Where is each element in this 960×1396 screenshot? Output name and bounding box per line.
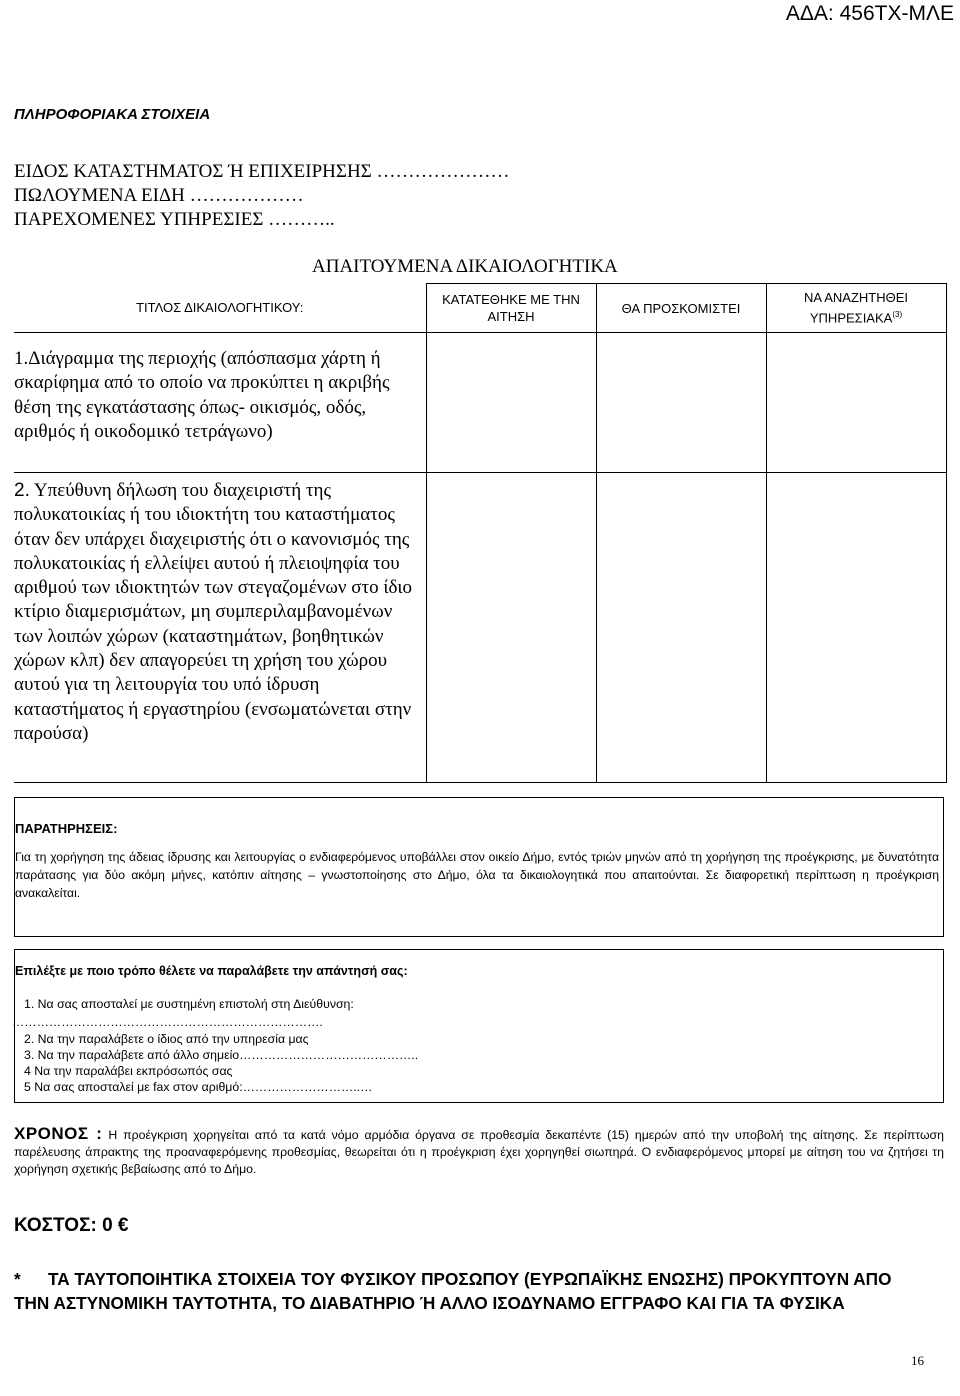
services-label: ΠΑΡΕΧΟΜΕΝΕΣ ΥΠΗΡΕΣΙΕΣ ………. [14, 209, 330, 230]
will-bring-cell[interactable] [596, 473, 766, 783]
option-pickup-self[interactable]: 2. Να την παραλάβετε ο ίδιος από την υπηρεσία μας [24, 1032, 309, 1046]
notes-text: Για τη χορήγηση της άδειας ίδρυσης και λειτουργίας ο ενδιαφερόμενος υποβάλλει στον οικείο Δήμο, εντός τριών μηνών από τη χορήγηση της προέγκρισης, με δυνατότητα παράτασης για δύο ακόμη μήνες, κατόπιν αίτησης – γνωστοποίησης στο Δήμο, όλα τα δικαιολογητικά που απαιτούνται. Σε διαφορετική περίπτωση η προέγκριση ανακαλείται. [15, 850, 939, 900]
time-label: ΧΡΟΝΟΣ : [14, 1124, 103, 1143]
delivery-options-box [14, 949, 944, 1103]
time-section [14, 1125, 944, 1178]
notes-box [14, 797, 944, 937]
footnote-line-1 [14, 1267, 944, 1291]
col-service-superscript: (3) [892, 310, 903, 320]
documents-table [14, 283, 947, 783]
table-row [14, 333, 946, 473]
required-documents-title: ΑΠΑΙΤΟΥΜΕΝΑ ΔΙΚΑΙΟΛΟΓΗΤΙΚΑ [312, 256, 618, 277]
option-fax[interactable]: 5 Να σας αποσταλεί με fax στον αριθμό:………………………..… [24, 1080, 373, 1094]
document-ada-code: ΑΔΑ: 456ΤΧ-ΜΛΕ [785, 2, 954, 25]
service-cell[interactable] [766, 333, 946, 473]
col-submitted-header: ΚΑΤΑΤΕΘΗΚΕ ΜΕ ΤΗΝ ΑΙΤΗΣΗ [426, 284, 596, 333]
col-title-header: ΤΙΤΛΟΣ ΔΙΚΑΙΟΛΟΓΗΤΙΚΟΥ: [14, 284, 426, 333]
doc-2-number: 2. [14, 480, 30, 501]
will-bring-cell[interactable] [596, 333, 766, 473]
doc-title-cell [14, 473, 426, 783]
option-pickup-other[interactable]: 3. Να την παραλάβετε από άλλο σημείο…………………………………….. [24, 1048, 419, 1062]
doc-2-title [14, 473, 426, 750]
col-will-bring-header: ΘΑ ΠΡΟΣΚΟΜΙΣΤΕΙ [596, 284, 766, 333]
option-address-dots[interactable]: …………………………………………………………………. [12, 1015, 323, 1029]
service-cell[interactable] [766, 473, 946, 783]
business-type-field: ΕΙΔΟΣ ΚΑΤΑΣΤΗΜΑΤΟΣ Ή ΕΠΙΧΕΙΡΗΣΗΣ ………………… [14, 161, 510, 182]
table-header-row [14, 284, 946, 333]
footnote-star: * [14, 1269, 21, 1289]
time-text: Η προέγκριση χορηγείται από τα κατά νόμο αρμόδια όργανα σε προθεσμία δεκαπέντε (15) ημερών από την υποβολή της αίτησης. Σε περίπτωση παρέλευσης άπρακτης της προαναφερόμενης προθεσμίας, θεωρείται ότι η προέγκριση έχει χορηγηθεί σιωπηρά. Ο ενδιαφερόμενος μπορεί με αίτηση του να ζητήσει τη χορήγηση σχετικής βεβαίωσης από το Δήμο. [14, 1128, 944, 1176]
business-fields [14, 160, 510, 232]
cost: ΚΟΣΤΟΣ: 0 € [14, 1215, 129, 1236]
option-registered-mail[interactable]: 1. Να σας αποσταλεί με συστημένη επιστολή στη Διεύθυνση: [24, 997, 354, 1011]
doc-title-cell [14, 333, 426, 473]
delivery-options-label: Επιλέξτε με ποιο τρόπο θέλετε να παραλάβετε την απάντησή σας: [15, 964, 408, 978]
col-service-header [766, 284, 946, 333]
submitted-cell[interactable] [426, 473, 596, 783]
col-service-label: ΝΑ ΑΝΑΖΗΤΗΘΕΙ ΥΠΗΡΕΣΙΑΚΑ [803, 290, 909, 326]
footnote-text-2: ΤΗΝ ΑΣΤΥΝΟΜΙΚΗ ΤΑΥΤΟΤΗΤΑ, ΤΟ ΔΙΑΒΑΤΗΡΙΟ Ή ΑΛΛΟ ΙΣΟΔΥΝΑΜΟ ΕΓΓΡΑΦΟ ΚΑΙ ΓΙΑ ΤΑ ΦΥΣΙΚΑ [14, 1293, 845, 1313]
page-number: 16 [911, 1353, 924, 1368]
doc-2-text: Υπεύθυνη δήλωση του διαχειριστή της πολυκατοικίας ή του ιδιοκτήτη του καταστήματος όταν δεν υπάρχει διαχειριστής ότι ο κανονισμός της πολυκατοικίας ή ελλείψει αυτού ή πλειοψηφία του αριθμού των ιδιοκτητών των στεγαζομένων στο ίδιο κτίριο διαμερισμάτων, μη συμπεριλαμβανομένων των λοιπών χώρων (καταστημάτων, βοηθητικών χώρων κλπ) δεν απαγορεύει τη χρήση του χώρου αυτού για τη λειτουργία του υπό ίδρυση καταστήματος ή εργαστηρίου (ενσωματώνεται στην παρούσα) [14, 480, 413, 744]
footnote-text-1: ΤΑ ΤΑΥΤΟΠΟΙΗΤΙΚΑ ΣΤΟΙΧΕΙΑ ΤΟΥ ΦΥΣΙΚΟΥ ΠΡΟΣΩΠΟΥ (ΕΥΡΩΠΑΪΚΗΣ ΕΝΩΣΗΣ) ΠΡΟΚΥΠΤΟΥΝ ΑΠΟ [48, 1269, 892, 1289]
services-dot: . [329, 209, 335, 230]
info-title: ΠΛΗΡΟΦΟΡΙΑΚΑ ΣΤΟΙΧΕΙΑ [14, 106, 211, 123]
table-row [14, 473, 946, 783]
notes-label: ΠΑΡΑΤΗΡΗΣΕΙΣ: [15, 821, 118, 836]
identity-footnote [14, 1267, 944, 1315]
services-field [14, 208, 510, 232]
doc-1-title: 1.Διάγραμμα της περιοχής (απόσπασμα χάρτη ή σκαρίφημα από το οποίο να προκύπτει η ακριβής θέση της εγκατάστασης όπως- οικισμός, οδός, αριθμός ή οικοδομικό τετράγωνο) [14, 348, 390, 442]
products-field: ΠΩΛΟΥΜΕΝΑ ΕΙΔΗ ……………… [14, 185, 304, 206]
submitted-cell[interactable] [426, 333, 596, 473]
option-representative[interactable]: 4 Να την παραλάβει εκπρόσωπός σας [24, 1064, 233, 1078]
